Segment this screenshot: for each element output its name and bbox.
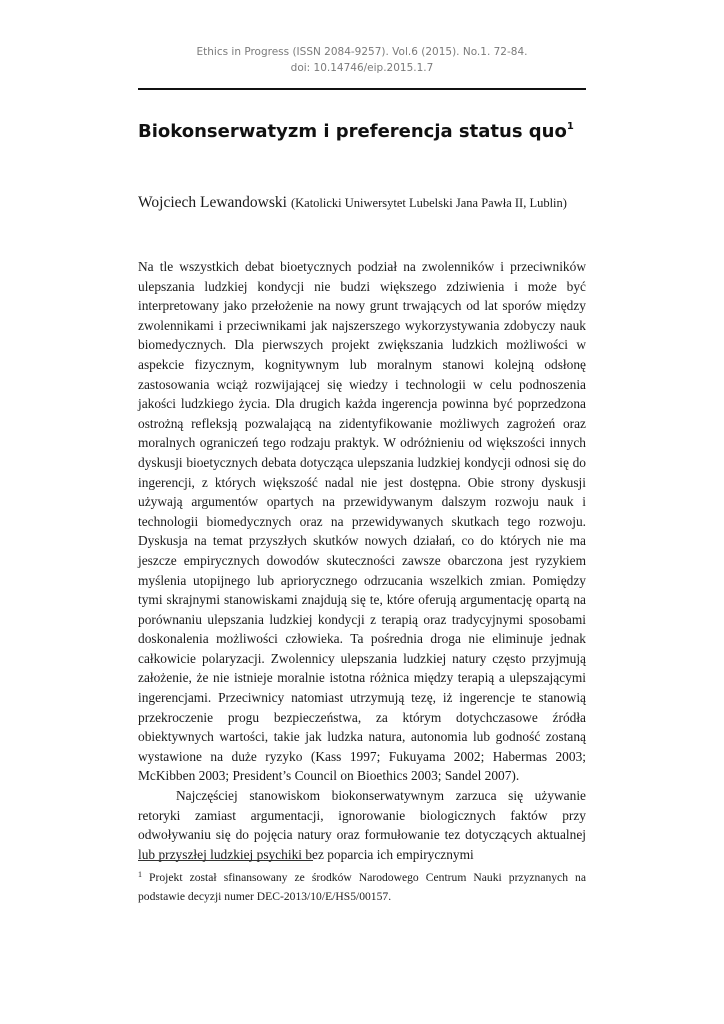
footnote-mark: 1 xyxy=(138,870,142,879)
running-header xyxy=(138,44,586,76)
article-body xyxy=(138,257,586,864)
article-title xyxy=(138,118,586,146)
body-paragraph: Na tle wszystkich debat bioetycznych podział na zwolenników i przeciwników ulepszania ludzkiej kondycji nie budzi większego zdziwienia i może być interpretowany jako przełożenie na nowy grunt trwających od lat sporów między zwolennikami i przeciwnikami jak najszerszego wykorzystywania zdobyczy nauk biomedycznych. Dla pierwszych projekt zwiększania ludzkich możliwości w aspekcie fizycznym, kognitywnym lub moralnym stanowi kolejną odsłonę zastosowania wciąż rozwijającej się wiedzy i technologii w celu podnoszenia jakości ludzkiego życia. Dla drugich każda ingerencja powinna być poprzedzona ostrożną refleksją pozwalającą na zidentyfikowanie możliwych zagrożeń oraz moralnych ograniczeń tego rodzaju praktyk. W odróżnieniu od większości innych dyskusji bioetycznych debata dotycząca ulepszania ludzkiej kondycji odnosi się do ingerencji, z których większość nadal nie jest dostępna. Obie strony dyskusji używają argumentów opartych na przewidywanym dalszym rozwoju nauk i technologii biomedycznych oraz na przewidywanych skutkach tego rozwoju. Dyskusja na temat przyszłych skutków nowych działań, co do których nie ma jeszcze empirycznych dowodów skuteczności zawsze obarczona jest ryzykiem myślenia utopijnego lub apriorycznego odrzucania wszelkich zmian. Pomiędzy tymi skrajnymi stanowiskami znajdują się te, które oferują argumentację opartą na porównaniu ulepszania ludzkiej kondycji z terapią oraz tradycyjnymi sposobami doskonalenia możliwości człowieka. Ta pośrednia droga nie eliminuje jednak całkowicie polaryzacji. Zwolennicy ulepszania ludzkiej natury często przyjmują założenie, że nie istnieje moralnie istotna różnica między terapią a ulepszającymi ingerencjami. Przeciwnicy natomiast utrzymują tezę, iż ingerencje te stanowią przekroczenie progu bezpieczeństwa, za którym dotychczasowe źródła obiektywnych wartości, takie jak ludzka natura, autonomia lub godność zostaną wystawione na duże ryzyko (Kass 1997; Fukuyama 2002; Habermas 2003; McKibben 2003; President’s Council on Bioethics 2003; Sandel 2007). xyxy=(138,259,586,784)
author-name: Wojciech Lewandowski xyxy=(138,194,287,211)
journal-citation: Ethics in Progress (ISSN 2084-9257). Vol.6 (2015). No.1. 72-84. xyxy=(196,46,528,58)
title-footnote-mark: 1 xyxy=(566,121,574,132)
body-paragraph: Najczęściej stanowiskom biokonserwatywnym zarzuca się używanie retoryki zamiast argumentacji, ignorowanie biologicznych faktów przy odwoływaniu się do pojęcia natury oraz formułowanie tez dotyczących aktualnej lub przyszłej ludzkiej psychiki bez poparcia ich empirycznymi xyxy=(138,788,586,862)
author-line xyxy=(138,192,586,214)
header-rule xyxy=(138,88,586,90)
footnote-separator xyxy=(138,860,313,861)
doi: doi: 10.14746/eip.2015.1.7 xyxy=(290,62,434,74)
footnote-text: Projekt został sfinansowany ze środków Narodowego Centrum Nauki przyznanych na podstawie decyzji numer DEC-2013/10/E/HS5/00157. xyxy=(138,871,586,903)
article-title-text: Biokonserwatyzm i preferencja status quo xyxy=(138,121,567,142)
footnote xyxy=(138,868,586,906)
author-affiliation: (Katolicki Uniwersytet Lubelski Jana Pawła II, Lublin) xyxy=(290,196,567,210)
